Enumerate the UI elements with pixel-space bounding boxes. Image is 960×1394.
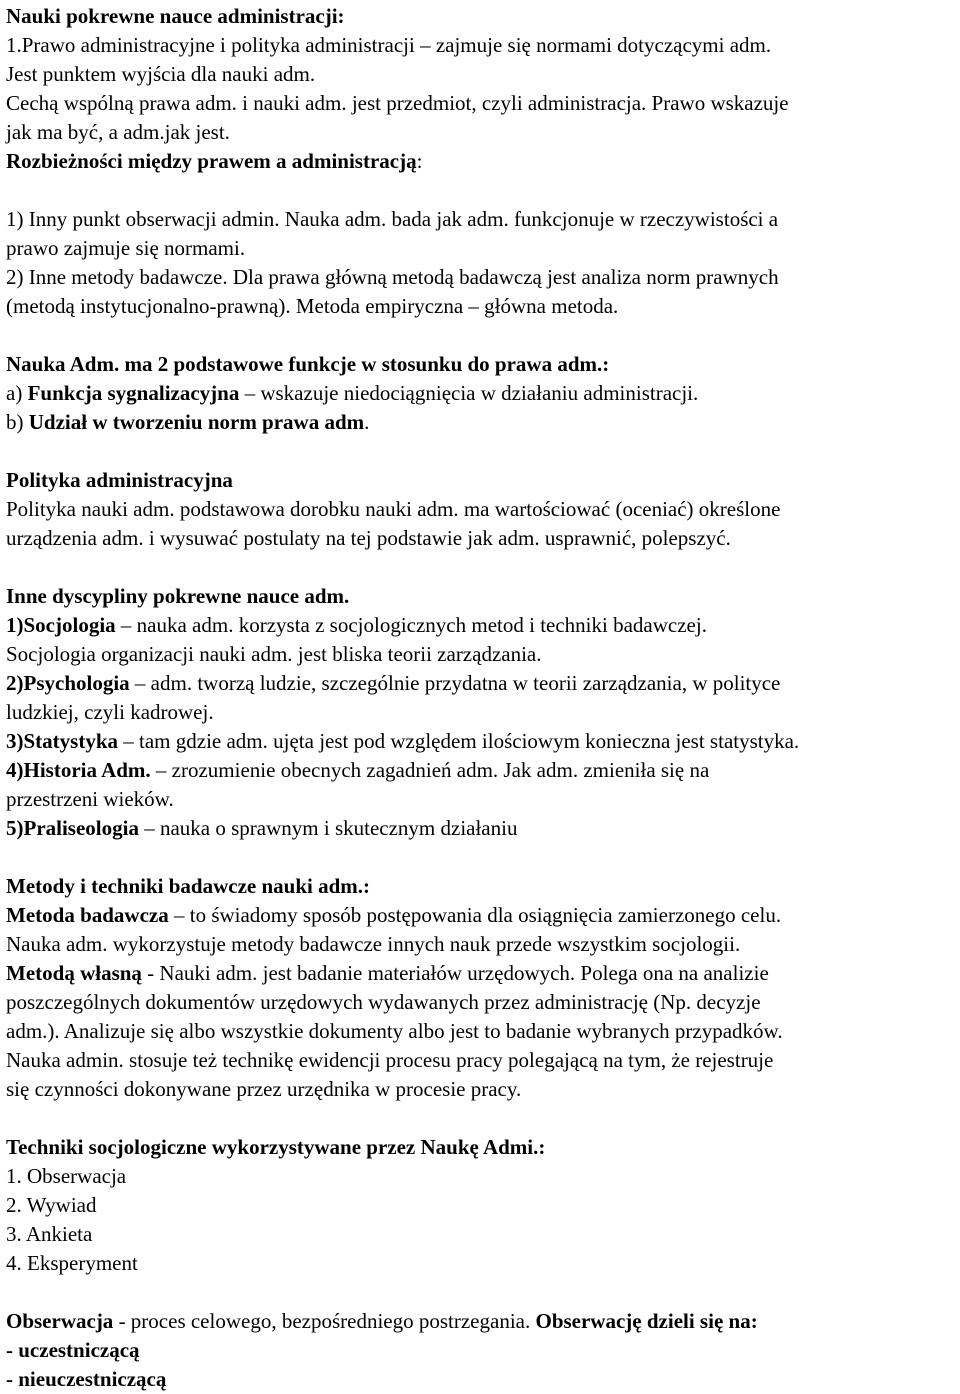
text-segment: (metodą instytucjonalno-prawną). Metoda empiryczna – główna metoda.	[6, 294, 619, 318]
text-line-l9	[6, 263, 954, 292]
text-segment: Socjologia organizacji nauki adm. jest bliska teorii zarządzania.	[6, 642, 542, 666]
text-line-l7	[6, 205, 954, 234]
bold-text: Metoda badawcza	[6, 903, 169, 927]
text-line-l32	[6, 1046, 954, 1075]
text-segment: – wskazuje niedociągnięcia w działaniu administracji.	[239, 381, 699, 405]
bold-text: Techniki socjologiczne wykorzystywane przez Naukę Admi.:	[6, 1135, 546, 1159]
bold-text: Obserwację dzieli się na:	[535, 1309, 758, 1333]
text-line-l6	[6, 147, 954, 176]
text-segment: b)	[6, 410, 29, 434]
text-line-l17	[6, 582, 954, 611]
text-segment: – to świadomy sposób postępowania dla osiągnięcia zamierzonego celu.	[168, 903, 782, 927]
text-segment: Nauka admin. stosuje też technikę ewidencji procesu pracy polegającą na tym, że rejestruje	[6, 1048, 774, 1072]
text-line-l13	[6, 408, 954, 437]
paragraph-gap	[6, 176, 954, 205]
text-line-l40	[6, 1336, 954, 1365]
text-line-l21	[6, 698, 954, 727]
paragraph-gap	[6, 1278, 954, 1307]
text-line-l12	[6, 379, 954, 408]
text-line-l33	[6, 1075, 954, 1104]
bold-text: 2)Psychologia	[6, 671, 130, 695]
text-line-l28	[6, 930, 954, 959]
text-segment: Polityka nauki adm. podstawowa dorobku nauki adm. ma wartościować (oceniać) określone	[6, 497, 781, 521]
text-line-l14	[6, 466, 954, 495]
text-segment: prawo zajmuje się normami.	[6, 236, 246, 260]
text-line-l15	[6, 495, 954, 524]
text-segment: jak ma być, a adm.jak jest.	[6, 120, 230, 144]
text-line-l27	[6, 901, 954, 930]
text-segment: ludzkiej, czyli kadrowej.	[6, 700, 214, 724]
bold-text: 3)Statystyka	[6, 729, 119, 753]
text-line-l26	[6, 872, 954, 901]
text-segment: :	[416, 149, 423, 173]
text-line-l23	[6, 756, 954, 785]
text-line-l5	[6, 118, 954, 147]
bold-text: Rozbieżności między prawem a administracją	[6, 149, 417, 173]
text-segment: – tam gdzie adm. ujęta jest pod względem ilościowym konieczna jest statystyka.	[118, 729, 800, 753]
bold-text: Nauka Adm. ma 2 podstawowe funkcje w stosunku do prawa adm.:	[6, 352, 610, 376]
paragraph-gap	[6, 1104, 954, 1133]
bold-text: Inne dyscypliny pokrewne nauce adm.	[6, 584, 350, 608]
text-line-l39	[6, 1307, 954, 1336]
text-line-l18	[6, 611, 954, 640]
text-segment: a)	[6, 381, 28, 405]
text-line-l3	[6, 60, 954, 89]
text-segment: 1) Inny punkt obserwacji admin. Nauka adm. bada jak adm. funkcjonuje w rzeczywistości a	[6, 207, 779, 231]
paragraph-gap	[6, 321, 954, 350]
text-line-l4	[6, 89, 954, 118]
text-segment: 1.Prawo administracyjne i polityka administracji – zajmuje się normami dotyczącymi adm.	[6, 33, 772, 57]
bold-text: Obserwacja	[6, 1309, 114, 1333]
text-line-l35	[6, 1162, 954, 1191]
text-line-l29	[6, 959, 954, 988]
bold-text: Nauki pokrewne nauce administracji:	[6, 4, 345, 28]
text-segment: - proces celowego, bezpośredniego postrzegania.	[113, 1309, 536, 1333]
text-segment: urządzenia adm. i wysuwać postulaty na tej podstawie jak adm. usprawnić, polepszyć.	[6, 526, 731, 550]
text-line-l2	[6, 31, 954, 60]
text-segment: - Nauki adm. jest badanie materiałów urzędowych. Polega ona na analizie	[141, 961, 769, 985]
bold-text: - uczestniczącą	[6, 1338, 140, 1362]
text-segment: 1. Obserwacja	[6, 1164, 127, 1188]
text-line-l25	[6, 814, 954, 843]
paragraph-gap	[6, 843, 954, 872]
text-line-l20	[6, 669, 954, 698]
text-line-l19	[6, 640, 954, 669]
text-line-l31	[6, 1017, 954, 1046]
text-line-l41	[6, 1365, 954, 1394]
bold-text: Funkcja sygnalizacyjna	[27, 381, 240, 405]
text-segment: Cechą wspólną prawa adm. i nauki adm. jest przedmiot, czyli administracja. Prawo wskazuje	[6, 91, 789, 115]
text-line-l24	[6, 785, 954, 814]
text-segment: Nauka adm. wykorzystuje metody badawcze innych nauk przede wszystkim socjologii.	[6, 932, 741, 956]
text-segment: adm.). Analizuje się albo wszystkie dokumenty albo jest to badanie wybranych przypadków.	[6, 1019, 783, 1043]
text-line-l16	[6, 524, 954, 553]
text-line-l36	[6, 1191, 954, 1220]
bold-text: - nieuczestniczącą	[6, 1367, 167, 1391]
bold-text: 4)Historia Adm.	[6, 758, 151, 782]
text-line-l30	[6, 988, 954, 1017]
text-line-l1	[6, 2, 954, 31]
text-segment: – adm. tworzą ludzie, szczególnie przydatna w teorii zarządzania, w polityce	[129, 671, 781, 695]
text-segment: .	[364, 410, 370, 434]
text-segment: Jest punktem wyjścia dla nauki adm.	[6, 62, 316, 86]
paragraph-gap	[6, 437, 954, 466]
text-segment: przestrzeni wieków.	[6, 787, 174, 811]
text-line-l22	[6, 727, 954, 756]
paragraph-gap	[6, 553, 954, 582]
text-segment: – nauka o sprawnym i skutecznym działaniu	[138, 816, 518, 840]
text-segment: 3. Ankieta	[6, 1222, 93, 1246]
text-line-l38	[6, 1249, 954, 1278]
text-segment: 2) Inne metody badawcze. Dla prawa główną metodą badawczą jest analiza norm prawnych	[6, 265, 779, 289]
bold-text: Udział w tworzeniu norm prawa adm	[28, 410, 365, 434]
text-line-l8	[6, 234, 954, 263]
bold-text: 1)Socjologia	[6, 613, 116, 637]
bold-text: Metody i techniki badawcze nauki adm.:	[6, 874, 371, 898]
text-segment: – zrozumienie obecnych zagadnień adm. Jak adm. zmieniła się na	[150, 758, 710, 782]
bold-text: Polityka administracyjna	[6, 468, 233, 492]
text-segment: – nauka adm. korzysta z socjologicznych metod i techniki badawczej.	[115, 613, 707, 637]
text-segment: poszczególnych dokumentów urzędowych wydawanych przez administrację (Np. decyzje	[6, 990, 761, 1014]
bold-text: Metodą własną	[6, 961, 142, 985]
text-line-l37	[6, 1220, 954, 1249]
bold-text: 5)Praliseologia	[6, 816, 139, 840]
text-segment: 2. Wywiad	[6, 1193, 97, 1217]
text-segment: 4. Eksperyment	[6, 1251, 138, 1275]
text-segment: się czynności dokonywane przez urzędnika w procesie pracy.	[6, 1077, 522, 1101]
text-line-l11	[6, 350, 954, 379]
text-line-l34	[6, 1133, 954, 1162]
text-line-l10	[6, 292, 954, 321]
